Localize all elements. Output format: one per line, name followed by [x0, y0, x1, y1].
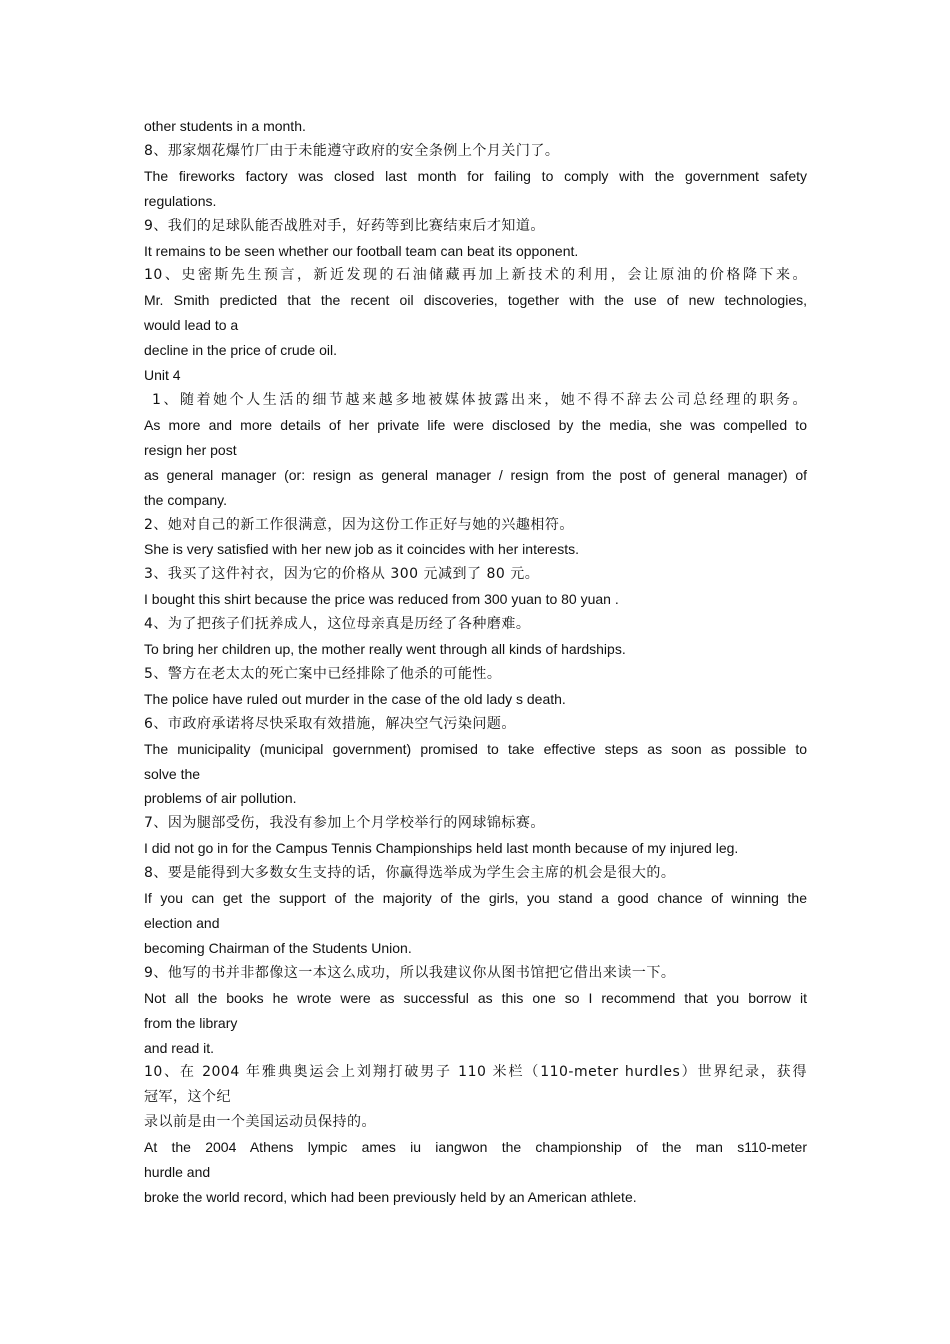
english-sentence-line: resign her post [144, 441, 237, 458]
english-sentence-line: If you can get the support of the majority of the girls, you stand a good chance of winning the [144, 890, 807, 907]
chinese-sentence-line: 6、市政府承诺将尽快采取有效措施，解决空气污染问题。 [144, 715, 516, 732]
english-sentence-line: The fireworks factory was closed last month for failing to comply with the government safety [144, 167, 807, 184]
english-sentence-line: As more and more details of her private life were disclosed by the media, she was compelled to [144, 416, 807, 433]
english-sentence-line: The municipality (municipal government) promised to take effective steps as soon as possible to [144, 740, 807, 757]
english-sentence-line: hurdle and [144, 1164, 211, 1181]
chinese-sentence-line: 1、随着她个人生活的细节越来越多地被媒体披露出来，她不得不辞去公司总经理的职务。 [152, 391, 807, 408]
english-sentence-line: Not all the books he wrote were as successful as this one so I recommend that you borrow it [144, 989, 807, 1006]
chinese-sentence-line: 8、要是能得到大多数女生支持的话，你赢得选举成为学生会主席的机会是很大的。 [144, 865, 676, 882]
english-sentence-line: becoming Chairman of the Students Union. [144, 939, 412, 956]
english-sentence-line: decline in the price of crude oil. [144, 342, 337, 359]
english-sentence-line: At the 2004 Athens lympic ames iu iangwon the championship of the man s110-meter [144, 1139, 807, 1156]
chinese-sentence-line: 4、为了把孩子们抚养成人，这位母亲真是历经了各种磨难。 [144, 616, 531, 633]
chinese-sentence-line: 10、在 2004 年雅典奥运会上刘翔打破男子 110 米栏（110-meter hurdles）世界纪录，获得 [144, 1064, 807, 1081]
english-sentence-line: It remains to be seen whether our football team can beat its opponent. [144, 242, 579, 259]
chinese-sentence-line: 8、那家烟花爆竹厂由于未能遵守政府的安全条例上个月关门了。 [144, 142, 560, 159]
english-sentence-line: Mr. Smith predicted that the recent oil discoveries, together with the use of new technologies, [144, 292, 807, 309]
english-sentence-line: broke the world record, which had been previously held by an American athlete. [144, 1188, 637, 1205]
chinese-sentence-line: 录以前是由一个美国运动员保持的。 [144, 1114, 376, 1131]
english-sentence-line: I did not go in for the Campus Tennis Championships held last month because of my injured leg. [144, 840, 739, 857]
document-body [144, 114, 807, 1210]
english-sentence-line: from the library [144, 1014, 238, 1031]
chinese-sentence-line: 3、我买了这件衬衣，因为它的价格从 300 元减到了 80 元。 [144, 566, 540, 583]
english-sentence-line: as general manager (or: resign as general manager / resign from the post of general manager) of [144, 466, 807, 483]
english-sentence-line: regulations. [144, 192, 217, 209]
english-sentence-line: solve the [144, 765, 201, 782]
chinese-sentence-line: 10、史密斯先生预言，新近发现的石油储藏再加上新技术的利用，会让原油的价格降下来。 [144, 267, 807, 284]
english-sentence-line: Unit 4 [144, 367, 181, 384]
english-sentence-line: I bought this shirt because the price was reduced from 300 yuan to 80 yuan . [144, 591, 619, 608]
chinese-sentence-line: 9、他写的书并非都像这一本这么成功，所以我建议你从图书馆把它借出来读一下。 [144, 964, 676, 981]
english-sentence-line: and read it. [144, 1039, 215, 1056]
chinese-sentence-line: 2、她对自己的新工作很满意，因为这份工作正好与她的兴趣相符。 [144, 516, 574, 533]
chinese-sentence-line: 冠军，这个纪 [144, 1089, 231, 1106]
english-sentence-line: the company. [144, 491, 228, 508]
english-sentence-line: election and [144, 915, 220, 931]
english-sentence-line: problems of air pollution. [144, 790, 297, 807]
english-sentence-line: would lead to a [144, 317, 239, 334]
english-sentence-line: She is very satisfied with her new job as it coincides with her interests. [144, 541, 579, 558]
chinese-sentence-line: 5、警方在老太太的死亡案中已经排除了他杀的可能性。 [144, 665, 502, 682]
english-sentence-line: To bring her children up, the mother really went through all kinds of hardships. [144, 641, 626, 658]
english-sentence-line: The police have ruled out murder in the case of the old lady s death. [144, 690, 566, 707]
english-sentence-line: other students in a month. [144, 118, 306, 134]
chinese-sentence-line: 9、我们的足球队能否战胜对手，好药等到比赛结束后才知道。 [144, 217, 545, 234]
chinese-sentence-line: 7、因为腿部受伤，我没有参加上个月学校举行的网球锦标赛。 [144, 815, 545, 832]
